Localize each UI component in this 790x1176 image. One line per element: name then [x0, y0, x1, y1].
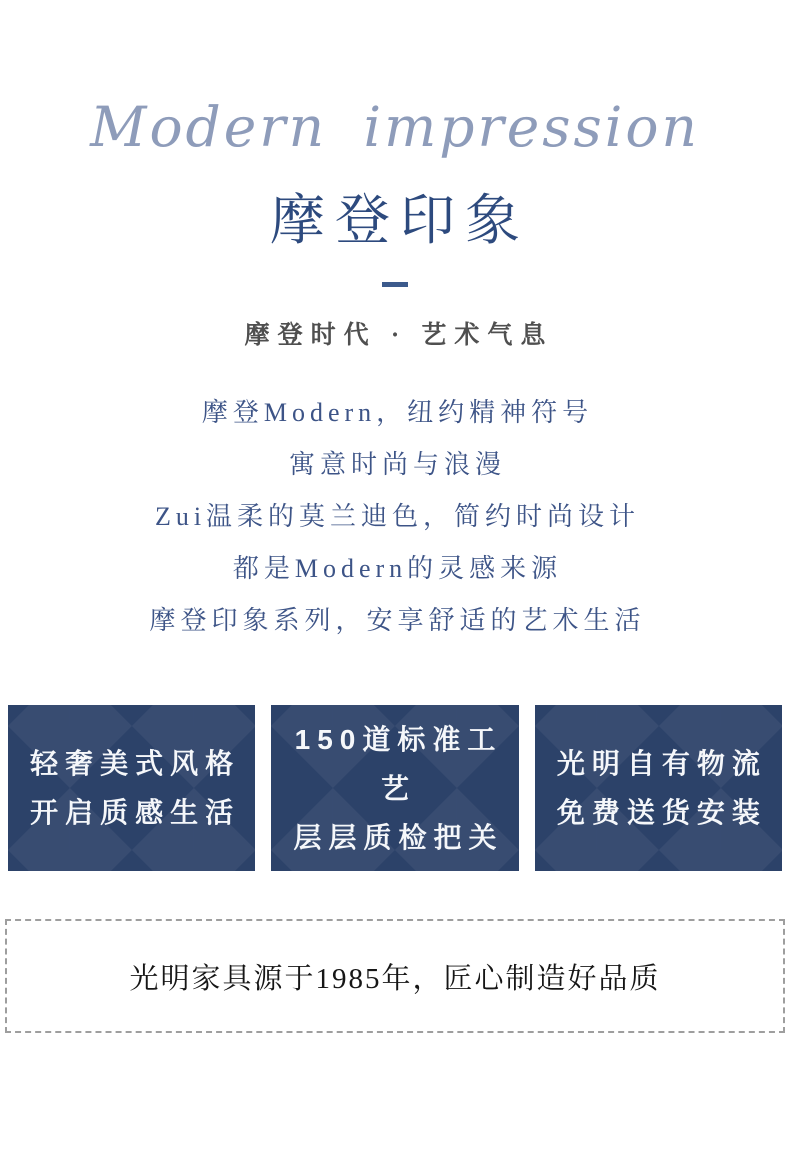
intro-line: 都是Modern的灵感来源 — [232, 554, 563, 583]
feature-card-line: 免费送货安装 — [556, 797, 767, 828]
feature-card-style — [8, 705, 255, 871]
intro-line: 摩登印象系列，安享舒适的艺术生活 — [149, 606, 646, 635]
feature-card-delivery — [535, 705, 782, 871]
feature-card-line: 层层质检把关 — [293, 821, 504, 853]
intro-line: 摩登Modern，纽约精神符号 — [201, 398, 594, 427]
feature-card-line: 开启质感生活 — [30, 797, 241, 828]
intro-line: Zui温柔的莫兰迪色，简约时尚设计 — [154, 502, 641, 531]
divider-dash — [382, 282, 408, 287]
feature-card-line: 150道标准工艺 — [294, 723, 503, 804]
quality-banner-text: 光明家具源于1985年，匠心制造好品质 — [129, 962, 661, 995]
series-subtitle: 摩登时代 · 艺术气息 — [244, 322, 554, 349]
feature-card-craft — [271, 705, 518, 871]
series-title-chinese: 摩登印象 — [269, 190, 530, 251]
series-title-english: Modern impression — [90, 95, 700, 159]
intro-paragraph — [0, 387, 790, 647]
feature-card-row — [0, 705, 790, 871]
intro-line: 寓意时尚与浪漫 — [288, 450, 506, 479]
feature-card-line: 轻奢美式风格 — [30, 748, 241, 779]
feature-card-line: 光明自有物流 — [556, 748, 767, 779]
quality-banner — [5, 919, 785, 1033]
